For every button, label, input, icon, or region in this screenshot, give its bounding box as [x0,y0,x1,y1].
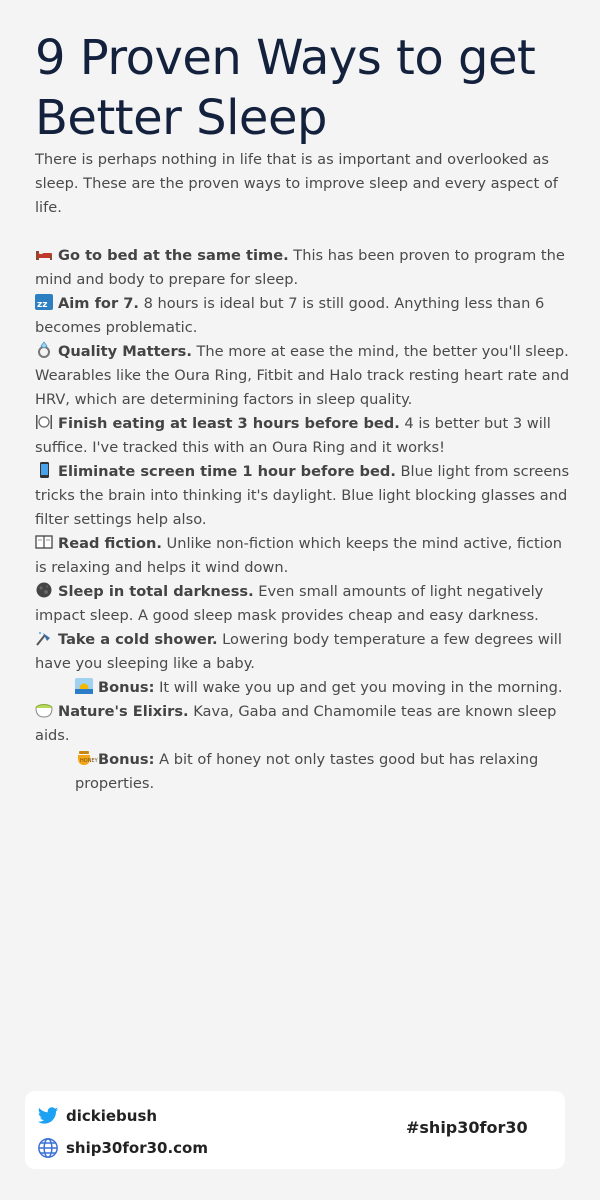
fork-knife-plate-icon [35,414,53,430]
item-heading: Nature's Elixirs. [58,703,189,720]
list-item [35,532,575,580]
item-heading: Quality Matters. [58,343,192,360]
bed-icon [35,246,53,262]
list-item [35,628,575,676]
item-heading: Sleep in total darkness. [58,583,254,600]
list-item [35,460,575,532]
item-heading: Bonus: [98,679,155,696]
twitter-icon [37,1105,59,1127]
intro-paragraph: There is perhaps nothing in life that is as important and overlooked as sleep. These are the proven ways to improve sleep and every aspect of life. [35,151,558,216]
item-heading: Eliminate screen time 1 hour before bed. [58,463,396,480]
twitter-handle-row[interactable] [37,1105,157,1127]
svg-text:HONEY: HONEY [80,758,98,764]
list-item [35,340,575,412]
item-heading: Take a cold shower. [58,631,218,648]
item-text: It will wake you up and get you moving in the morning. [154,679,563,696]
list-item [75,748,575,796]
item-text: Blue light from screens tricks the brain into thinking it's daylight. Blue light blocking glasses and filter settings help also. [35,463,570,528]
website-link: ship30for30.com [66,1139,208,1157]
list-item [35,292,575,340]
item-text: The more at ease the mind, the better you'll sleep. Wearables like the Oura Ring, Fitbit and Halo track resting heart rate and HRV, which are determining factors in sleep quality. [35,343,570,408]
website-row[interactable] [37,1137,208,1159]
shower-icon [35,630,53,646]
zzz-icon [35,294,53,310]
list-item [35,244,575,292]
page-title: 9 Proven Ways to get Better Sleep [35,30,536,146]
list-item [35,700,575,748]
item-text: 8 hours is ideal but 7 is still good. Anything less than 6 becomes problematic. [35,295,545,336]
item-heading: Read fiction. [58,535,162,552]
item-heading: Bonus: [98,751,155,768]
item-text: Kava, Gaba and Chamomile teas are known sleep aids. [35,703,557,744]
ring-icon [35,342,53,358]
content [35,28,575,796]
item-heading: Aim for 7. [58,295,139,312]
sunrise-icon [75,678,93,694]
new-moon-icon [35,582,53,598]
twitter-handle: dickiebush [66,1107,158,1125]
book-icon [35,534,53,550]
item-text: Lowering body temperature a few degrees will have you sleeping like a baby. [35,631,562,672]
item-text: 4 is better but 3 will suffice. I've tracked this with an Oura Ring and it works! [35,415,551,456]
item-heading: Finish eating at least 3 hours before bed. [58,415,400,432]
item-heading: Go to bed at the same time. [58,247,289,264]
list-item [75,676,575,700]
tips-list [35,244,575,796]
hashtag: #ship30for30 [406,1118,528,1137]
list-item [35,580,575,628]
item-text: Even small amounts of light negatively impact sleep. A good sleep mask provides cheap and easy darkness. [35,583,544,624]
phone-icon [35,462,53,478]
tea-icon [35,702,53,718]
item-text: A bit of honey not only tastes good but has relaxing properties. [75,751,539,792]
list-item [35,412,575,460]
footer-card [25,1091,565,1169]
svg-text:zz: zz [37,300,48,310]
globe-icon [37,1137,59,1159]
item-text: Unlike non-fiction which keeps the mind active, fiction is relaxing and helps it wind down. [35,535,563,576]
item-text: This has been proven to program the mind and body to prepare for sleep. [35,247,565,288]
honey-pot-icon [75,750,98,766]
